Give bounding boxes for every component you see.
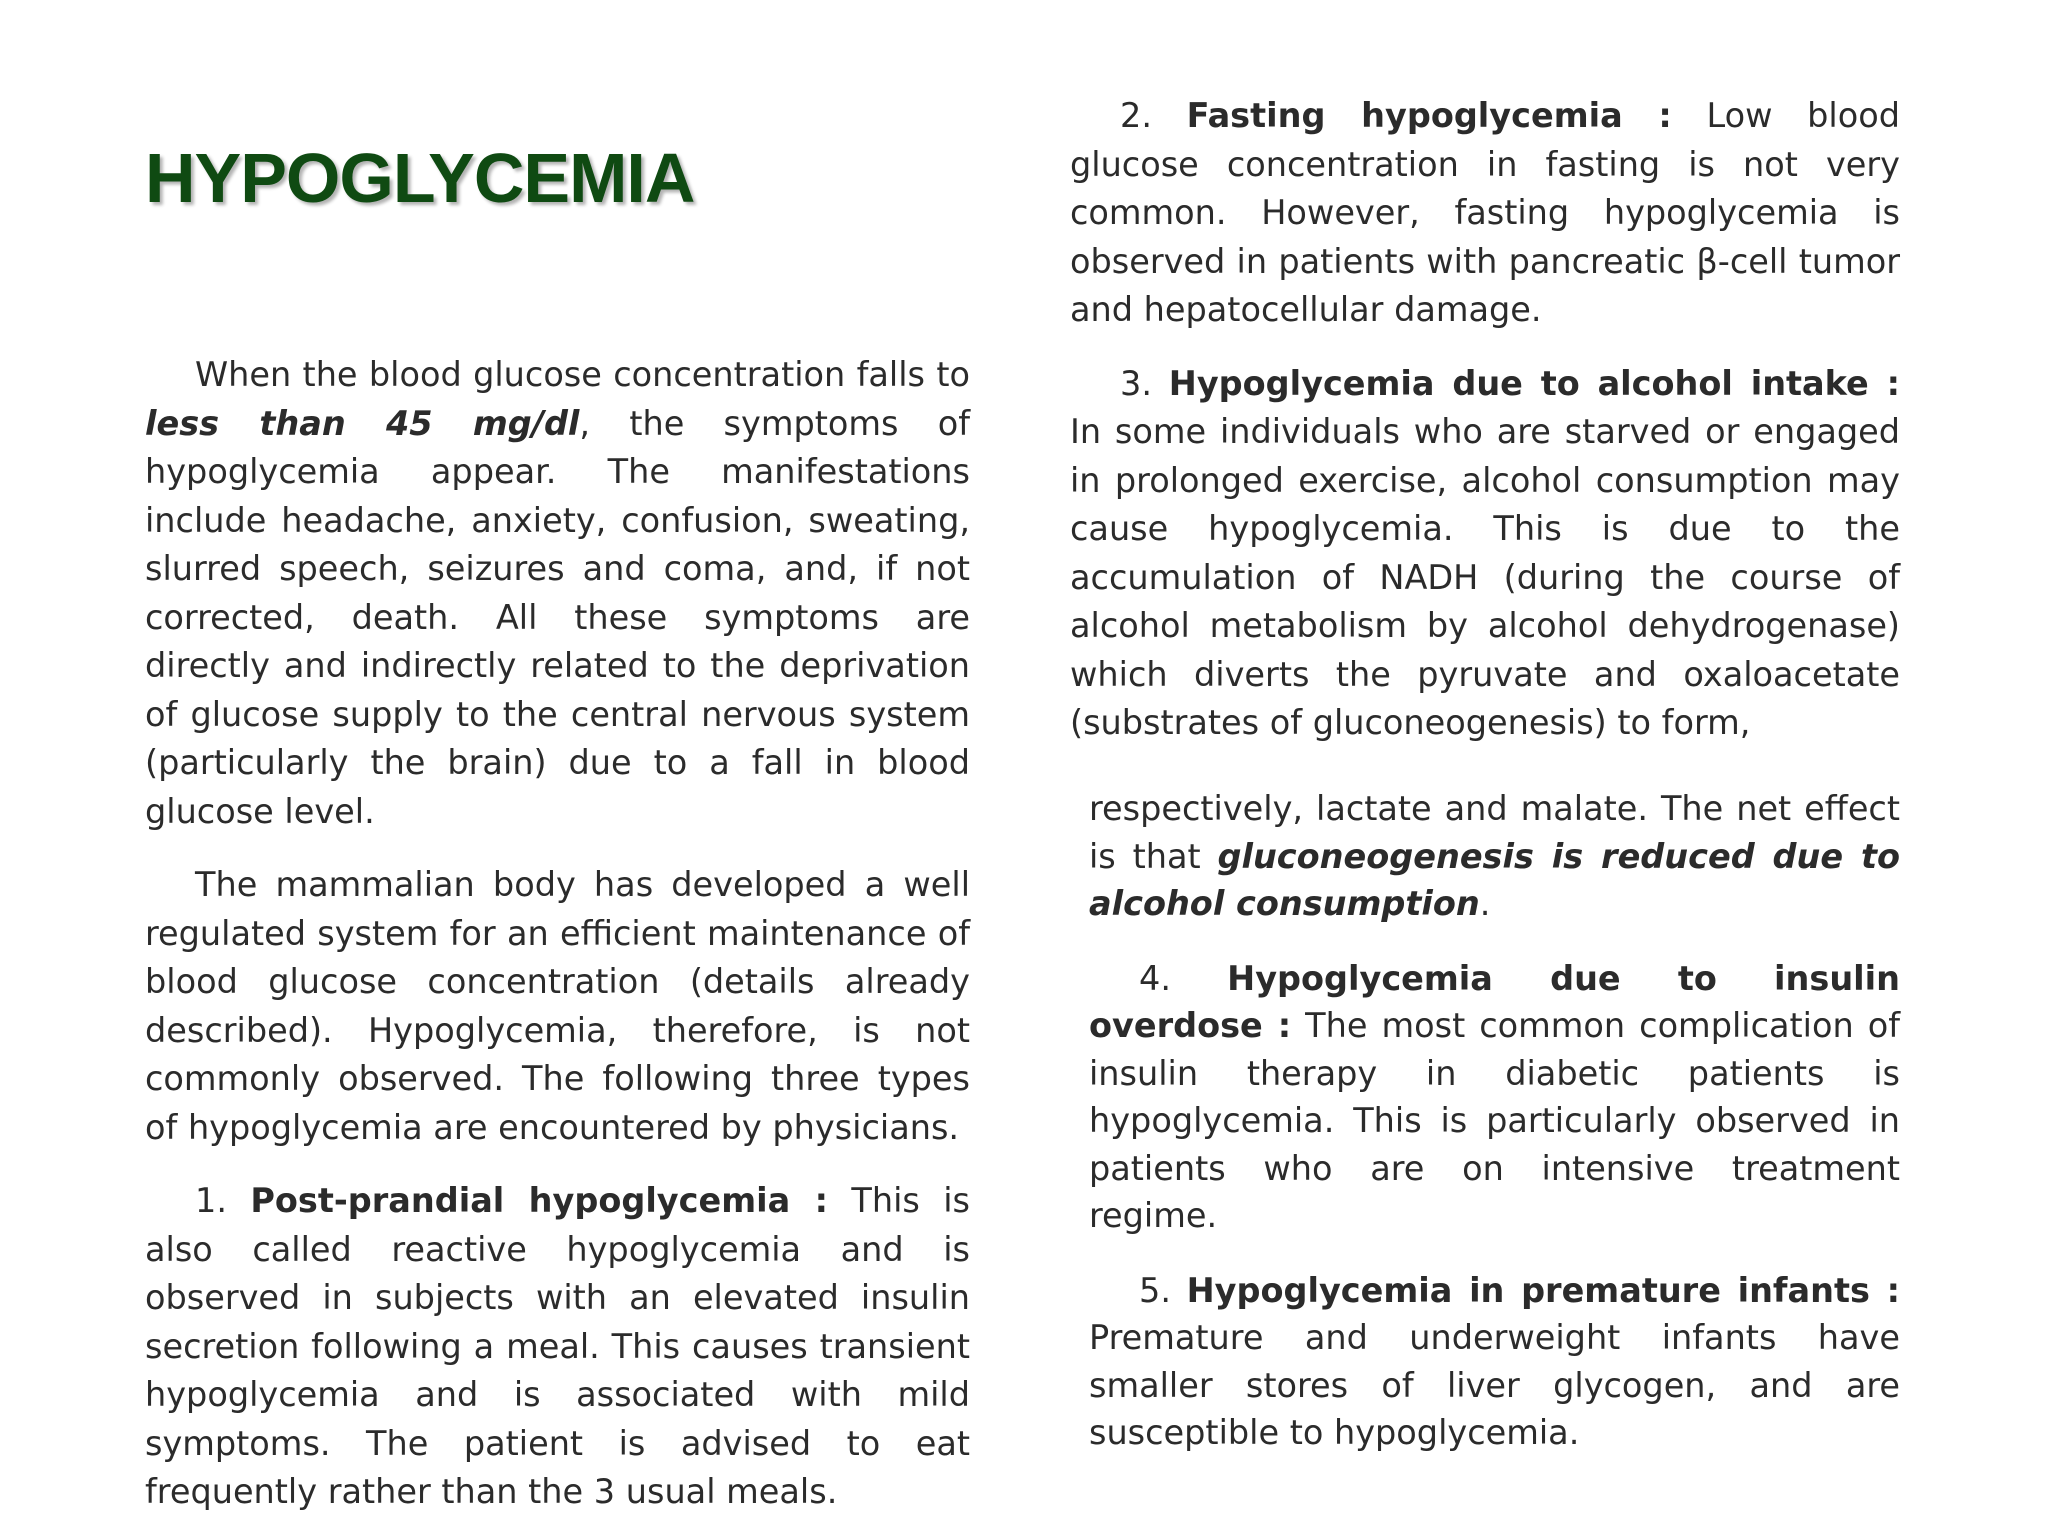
item-number: 2. — [1120, 96, 1187, 135]
item-alcohol-continued — [1089, 785, 1900, 928]
item-heading: Hypoglycemia in premature infants : — [1186, 1270, 1900, 1310]
item-heading: Hypoglycemia due to insulin overdose : — [1089, 958, 1900, 1045]
item-text: This is also called reactive hypoglycemia and is observed in subjects with an elevated insulin secretion following a meal. This causes transient hypoglycemia and is associated with mild symptoms. The patient is advised to eat frequently rather than the 3 usual meals. — [145, 1181, 970, 1511]
intro-text-end: , the symptoms of hypoglycemia appear. The manifestations include headache, anxiety, confusion, sweating, slurred speech, seizures and coma, and, if not corrected, death. All these symptoms are directly and indirectly related to the deprivation of glucose supply to the central nervous system (particularly the brain) due to a fall in blood glucose level. — [145, 403, 970, 831]
intro-emphasis: less than 45 mg/dl — [145, 403, 580, 443]
system-paragraph: The mammalian body has developed a well regulated system for an efficient maintenance of blood glucose concentration (details already described). Hypoglycemia, therefore, is not commonly observed. The following three types of hypoglycemia are encountered by physicians. — [145, 865, 970, 1147]
item-heading: Post-prandial hypoglycemia : — [250, 1181, 829, 1220]
intro-text-start: When the blood glucose concentration falls to — [195, 355, 970, 394]
item-fasting — [1070, 92, 1900, 335]
item-premature-infants — [1089, 1267, 1900, 1457]
item-number: 3. — [1120, 363, 1169, 403]
page-title: HYPOGLYCEMIA — [145, 139, 695, 217]
right-column-top — [1070, 92, 1900, 748]
continued-text-end: . — [1479, 884, 1491, 923]
item-number: 5. — [1139, 1270, 1187, 1310]
continued-emphasis: gluconeogenesis is reduced due to alcohol consumption — [1089, 836, 1900, 923]
item-insulin-overdose — [1089, 955, 1900, 1240]
continued-text-start: respectively, lactate and malate. The net effect is that — [1089, 789, 1900, 876]
item-heading: Fasting hypoglycemia : — [1186, 96, 1672, 135]
item-text: Low blood glucose concentration in fasting is not very common. However, fasting hypoglycemia is observed in patients with pancreatic β-cell tumor and hepatocellular damage. — [1070, 96, 1900, 329]
item-text: In some individuals who are starved or engaged in prolonged exercise, alcohol consumption may cause hypoglycemia. This is due to the accumulation of NADH (during the course of alcohol metabolism by alcohol dehydrogenase) which diverts the pyruvate and oxaloacetate (substrates of gluconeogenesis) to form, — [1070, 412, 1900, 742]
item-text: The most common complication of insulin therapy in diabetic patients is hypoglycemia. This is particularly observed in patients who are on intensive treatment regime. — [1089, 1006, 1900, 1235]
item-alcohol — [1070, 360, 1900, 748]
item-number: 1. — [195, 1181, 251, 1220]
item-heading: Hypoglycemia due to alcohol intake : — [1168, 363, 1900, 403]
item-text: Premature and underweight infants have smaller stores of liver glycogen, and are susceptible to hypoglycemia. — [1089, 1318, 1900, 1452]
right-column-bottom — [1089, 785, 1900, 1457]
left-column — [145, 351, 970, 1517]
item-number: 4. — [1139, 958, 1228, 998]
item-post-prandial — [145, 1177, 970, 1517]
intro-paragraph — [145, 351, 970, 836]
